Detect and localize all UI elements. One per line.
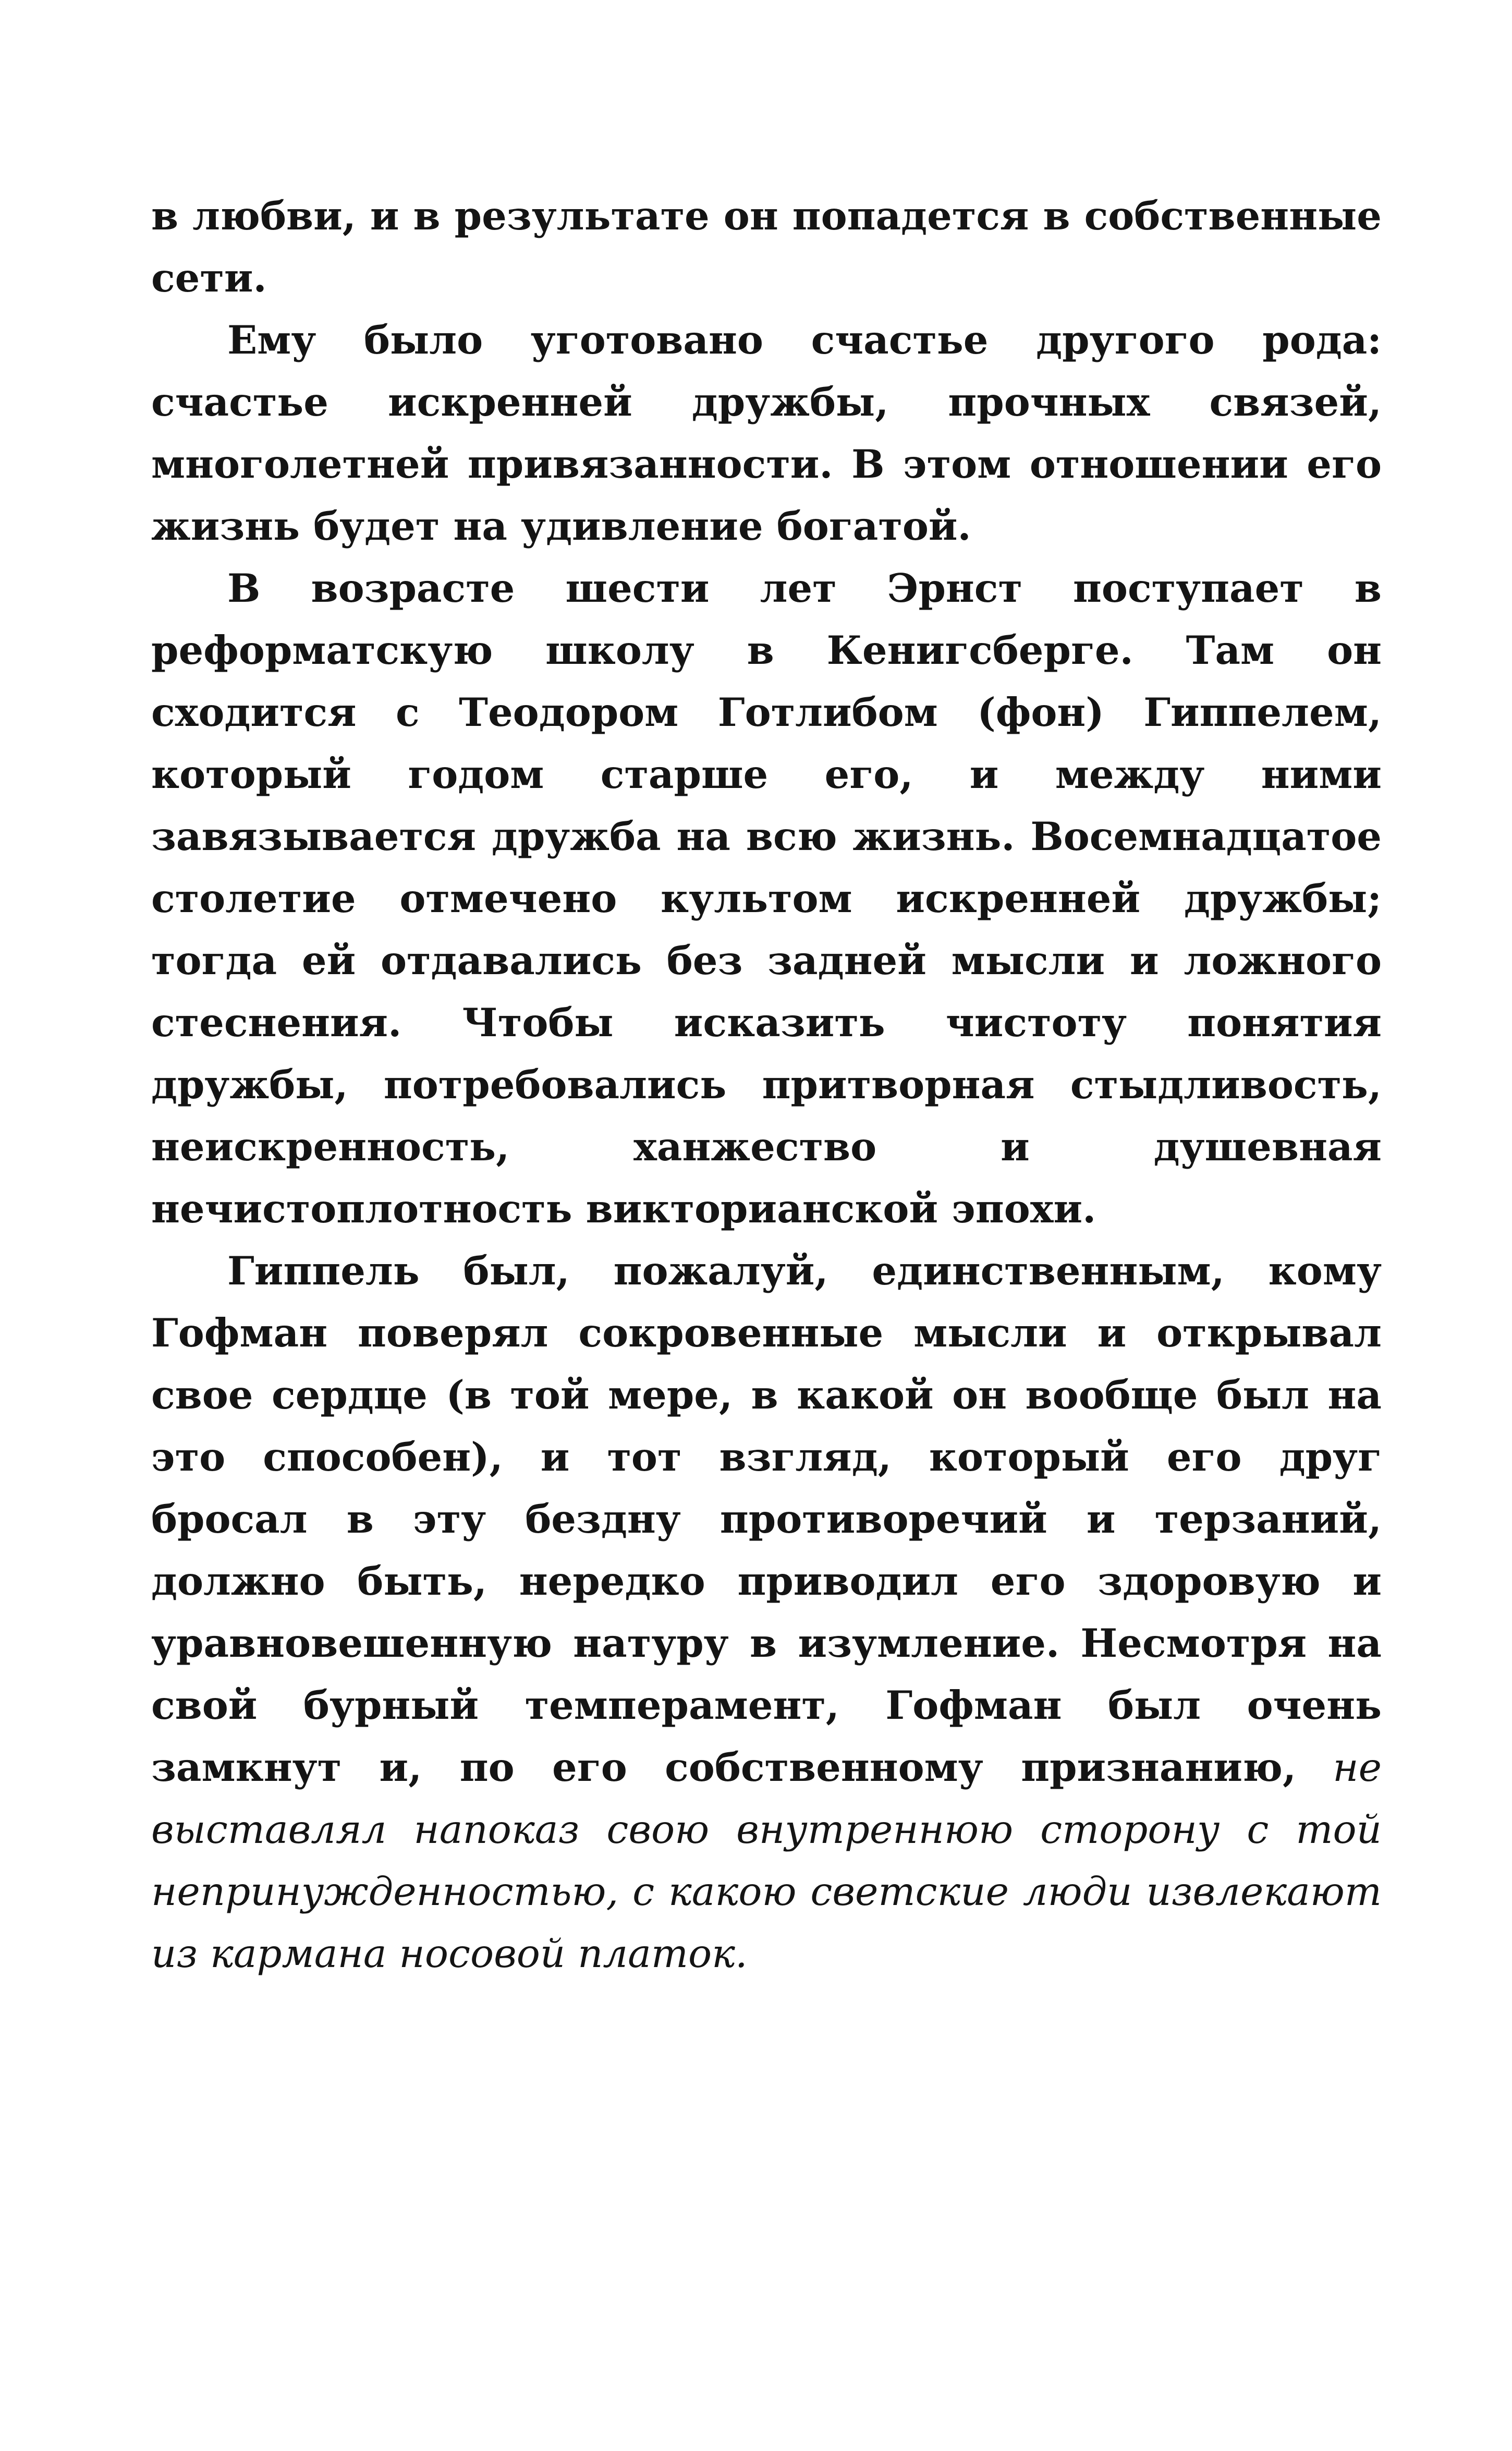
paragraph-3-text: В возрасте шести лет Эрнст поступает в реформатскую школу в Кенигсберге. Там он сходится с Теодором Готлибом (фон) Гиппелем, который годом старше его, и между ними завязывается дружба на всю жизнь. Восемнадцатое столетие отмечено культом искренней дружбы; тогда ей отдавались без задней мысли и ложного стеснения. Чтобы исказить чистоту понятия дружбы, потребовались притворная стыдливость, неискренность, ханжество и душевная нечистоплотность викторианской эпохи. [151,565,1382,1232]
paragraph-4 [151,1240,1382,1985]
body-text [151,185,1382,1985]
paragraph-4-text: Гиппель был, пожалуй, единственным, кому Гофман поверял сокровенные мысли и открывал свое сердце (в той мере, в какой он вообще был на это способен), и тот взгляд, который его друг бросал в эту бездну противоречий и терзаний, должно быть, нередко приводил его здоровую и уравновешенную натуру в изумление. Несмотря на свой бурный темперамент, Гофман был очень замкнут и, по его собственному признанию, [151,1248,1382,1790]
paragraph-1-text: в любви, и в результате он попадется в собственные сети. [151,193,1382,301]
paragraph-2-text: Ему было уготовано счастье другого рода: счастье искренней дружбы, прочных связей, многолетней привязанности. В этом отношении его жизнь будет на удивление богатой. [151,317,1382,549]
paragraph-3 [151,557,1382,1240]
paragraph-4-italic-quote: не выставлял напоказ свою внутреннюю сторону с той непринужденностью, с какою светские люди извлекают из кармана носовой платок. [151,1744,1382,1976]
paragraph-1 [151,185,1382,309]
paragraph-2 [151,309,1382,557]
